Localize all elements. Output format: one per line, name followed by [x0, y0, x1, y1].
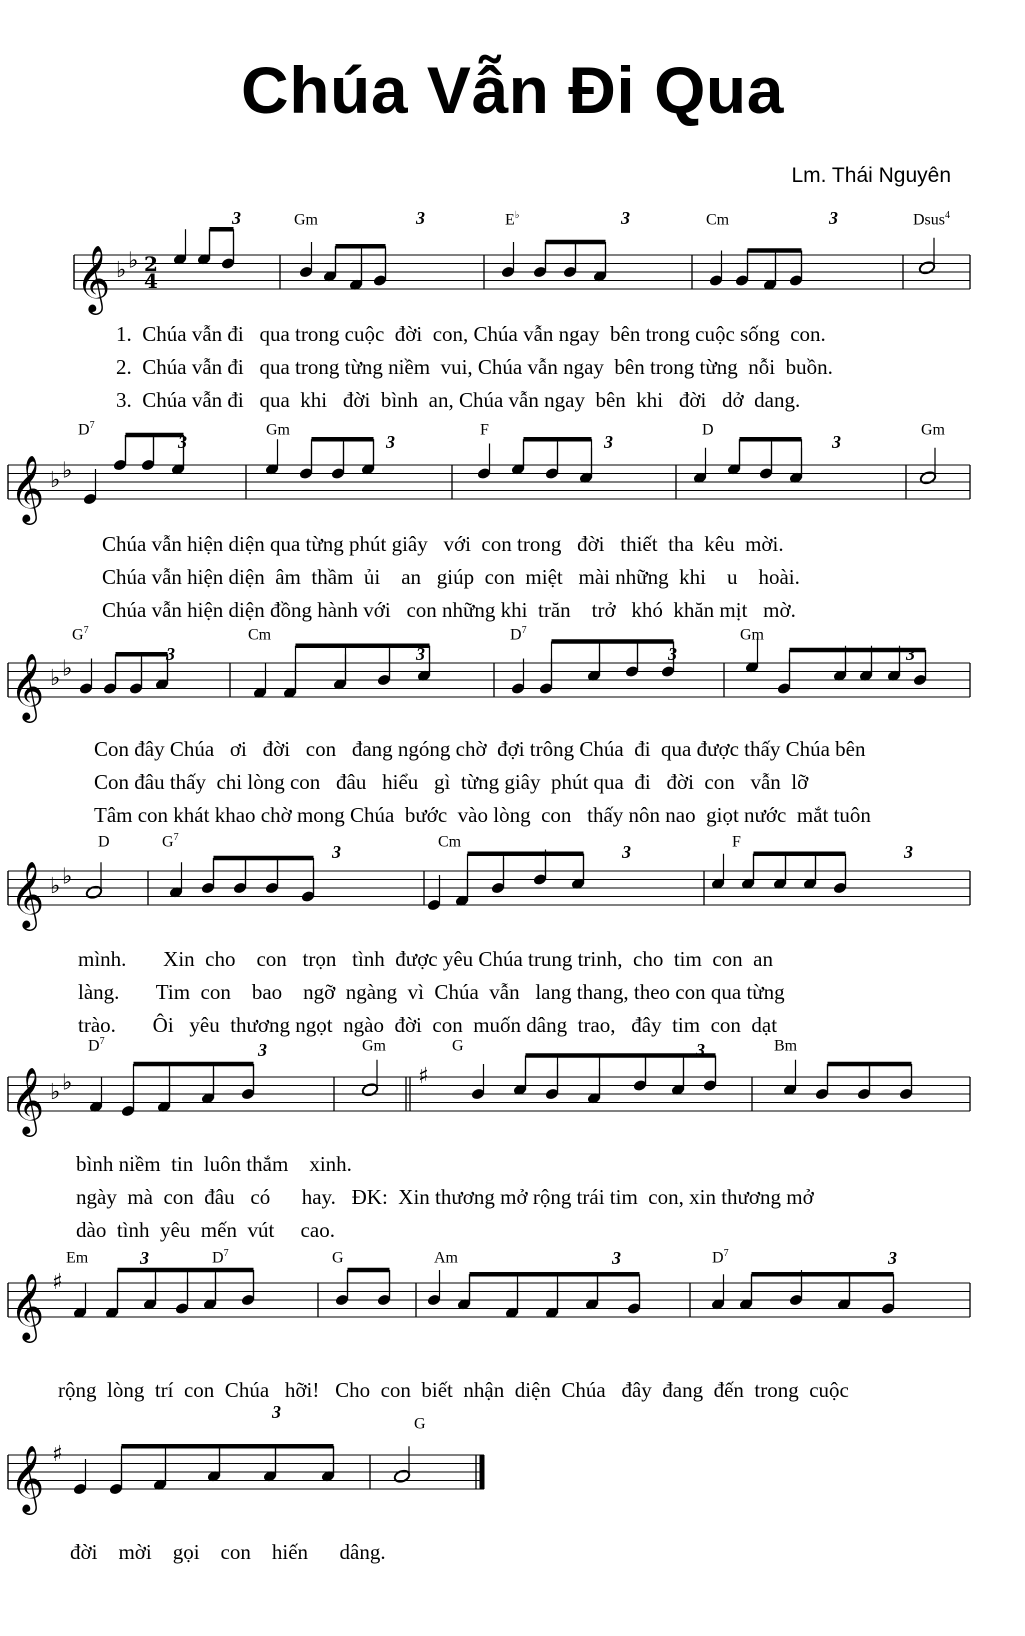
- lyric-line: 3. Chúa vẫn đi qua khi đời bình an, Chúa vẫn ngay bên khi đời dở dang.: [116, 388, 801, 412]
- chord-symbol: [913, 210, 950, 229]
- chord-name: Gm: [921, 421, 945, 439]
- chord-name: Bm: [774, 1037, 798, 1055]
- chord-extension: 7: [173, 832, 179, 843]
- lyric-line: Chúa vẫn hiện diện đồng hành với con những khi trăn trở khó khăn mịt mờ.: [102, 598, 796, 622]
- chord-extension: 7: [89, 420, 95, 431]
- triplet-mark: 3: [696, 1040, 705, 1060]
- flat-icon: ♭: [50, 1080, 61, 1105]
- chord-name: Gm: [362, 1037, 386, 1055]
- lyric-line: 2. Chúa vẫn đi qua trong từng niềm vui, Chúa vẫn ngay bên trong từng nỗi buồn.: [116, 355, 833, 379]
- chord-name: F: [732, 833, 741, 851]
- lyric-line: dào tình yêu mến vút cao.: [76, 1218, 335, 1242]
- triplet-mark: 3: [416, 644, 425, 664]
- triplet-mark: 3: [140, 1248, 149, 1268]
- chord-name: D: [510, 626, 522, 644]
- treble-clef-icon: 𝄞: [10, 1066, 45, 1134]
- chord-symbol: [414, 1414, 426, 1433]
- half-note: [361, 1082, 379, 1097]
- flat-icon: ♭: [50, 468, 61, 493]
- chord-symbol: [294, 210, 318, 229]
- triplet-mark: 3: [604, 432, 613, 452]
- half-note: [393, 1469, 411, 1484]
- triplet-mark: 3: [332, 842, 341, 862]
- triplet-mark: 3: [612, 1248, 621, 1268]
- time-signature-top: 2: [144, 252, 158, 276]
- lyric-line: mình. Xin cho con trọn tình được yêu Chúa trung trinh, cho tim con an: [78, 947, 773, 971]
- chord-name: G: [162, 833, 174, 851]
- chord-symbol: [248, 625, 271, 644]
- chord-symbol: [88, 1036, 105, 1055]
- chord-name: Gm: [266, 421, 290, 439]
- chord-name: Dsus: [913, 211, 946, 229]
- triplet-mark: 3: [904, 842, 913, 862]
- chord-symbol: [505, 210, 520, 229]
- chord-extension: 7: [223, 1248, 229, 1259]
- chord-name: G: [414, 1415, 426, 1433]
- chord-symbol: [921, 420, 945, 439]
- chord-symbol: [362, 1036, 386, 1055]
- triplet-mark: 3: [386, 432, 395, 452]
- chord-symbol: [72, 625, 89, 644]
- chord-name: Cm: [706, 211, 730, 229]
- lyric-line: Con đâu thấy chi lòng con đâu hiểu gì từng giây phút qua đi đời con vẫn lỡ: [94, 770, 809, 794]
- sharp-icon: ♯: [52, 1270, 63, 1295]
- composer-credit: Lm. Thái Nguyên: [791, 164, 951, 187]
- chord-name: G: [452, 1037, 464, 1055]
- lyric-line: bình niềm tin luôn thắm xinh.: [76, 1152, 352, 1176]
- chord-name: D: [78, 421, 90, 439]
- chord-name: D: [712, 1249, 724, 1267]
- treble-clef-icon: 𝄞: [10, 1444, 45, 1512]
- chord-extension: 7: [99, 1036, 105, 1047]
- triplet-mark: 3: [622, 842, 631, 862]
- chord-name: G: [72, 626, 84, 644]
- triplet-mark: 3: [829, 208, 838, 228]
- chord-name: D: [212, 1249, 224, 1267]
- chord-name: E: [505, 211, 515, 229]
- chord-symbol: [510, 625, 527, 644]
- chord-symbol: [732, 832, 741, 851]
- lyric-line: rộng lòng trí con Chúa hỡi! Cho con biết nhận diện Chúa đây đang đến trong cuộc: [58, 1378, 849, 1402]
- chord-name: F: [480, 421, 489, 439]
- chord-name: Gm: [740, 626, 764, 644]
- treble-clef-icon: 𝄞: [10, 454, 45, 522]
- chord-name: D: [702, 421, 714, 439]
- chord-name: Cm: [438, 833, 462, 851]
- triplet-mark: 3: [621, 208, 630, 228]
- flat-icon: ♭: [50, 666, 61, 691]
- flat-icon: ♭: [62, 458, 73, 484]
- lyric-line: 1. Chúa vẫn đi qua trong cuộc đời con, Chúa vẫn ngay bên trong cuộc sống con.: [116, 322, 826, 346]
- chord-symbol: [212, 1248, 229, 1267]
- half-note: [85, 885, 103, 900]
- time-signature-bottom: 4: [144, 269, 158, 293]
- flat-icon: ♭: [62, 656, 73, 682]
- chord-symbol: [332, 1248, 344, 1267]
- chord-name: Gm: [294, 211, 318, 229]
- lyric-line: làng. Tim con bao ngỡ ngàng vì Chúa vẫn lang thang, theo con qua từng: [78, 980, 785, 1004]
- triplet-mark: 3: [888, 1248, 897, 1268]
- triplet-mark: 3: [416, 208, 425, 228]
- chord-symbol: [78, 420, 95, 439]
- chord-symbol: [706, 210, 729, 229]
- chord-extension: 4: [945, 210, 951, 221]
- lyric-line: ngày mà con đâu có hay. ĐK: Xin thương mở rộng trái tim con, xin thương mở: [76, 1185, 814, 1209]
- chord-name: Cm: [248, 626, 272, 644]
- chord-name: G: [332, 1249, 344, 1267]
- chord-symbol: [480, 420, 489, 439]
- chord-name: D: [88, 1037, 100, 1055]
- treble-clef-icon: 𝄞: [10, 652, 45, 720]
- chord-symbol: [162, 832, 179, 851]
- chord-symbol: [702, 420, 714, 439]
- chord-symbol: [438, 832, 461, 851]
- sharp-icon: ♯: [52, 1442, 63, 1467]
- half-note: [919, 470, 937, 485]
- triplet-mark: 3: [258, 1040, 267, 1060]
- flat-icon: ♭: [62, 864, 73, 890]
- chord-symbol: [712, 1248, 729, 1267]
- triplet-mark: 3: [668, 644, 677, 664]
- lyric-line: Con đây Chúa ơi đời con đang ngóng chờ đợi trông Chúa đi qua được thấy Chúa bên: [94, 737, 866, 761]
- treble-clef-icon: 𝄞: [10, 1272, 45, 1340]
- flat-icon: ♭: [62, 1070, 73, 1096]
- chord-extension: ♭: [514, 210, 520, 221]
- triplet-mark: 3: [232, 208, 241, 228]
- chord-symbol: [434, 1248, 458, 1267]
- chord-extension: 7: [723, 1248, 729, 1259]
- chord-symbol: [740, 625, 764, 644]
- chord-symbol: [266, 420, 290, 439]
- chord-symbol: [66, 1248, 88, 1267]
- treble-clef-icon: 𝄞: [10, 860, 45, 928]
- chord-name: Em: [66, 1249, 89, 1267]
- lyric-line: đời mời gọi con hiến dâng.: [70, 1540, 386, 1564]
- lyric-line: Chúa vẫn hiện diện qua từng phút giây với con trong đời thiết tha kêu mời.: [102, 532, 784, 556]
- triplet-mark: 3: [832, 432, 841, 452]
- chord-name: D: [98, 833, 110, 851]
- chord-extension: 7: [521, 625, 527, 636]
- chord-symbol: [98, 832, 110, 851]
- chord-extension: 7: [83, 625, 89, 636]
- half-note: [918, 260, 936, 275]
- sharp-icon: ♯: [418, 1064, 429, 1089]
- triplet-mark: 3: [166, 644, 175, 664]
- lyric-line: Chúa vẫn hiện diện âm thầm ủi an giúp con miệt mài những khi u hoài.: [102, 565, 800, 589]
- lyric-line: Tâm con khát khao chờ mong Chúa bước vào lòng con thấy nôn nao giọt nước mắt tuôn: [94, 803, 871, 827]
- chord-name: Am: [434, 1249, 458, 1267]
- chord-symbol: [452, 1036, 464, 1055]
- triplet-mark: 3: [906, 644, 915, 664]
- flat-icon: ♭: [50, 874, 61, 899]
- chord-symbol: [774, 1036, 797, 1055]
- flat-icon: ♭: [116, 258, 127, 283]
- flat-icon: ♭: [128, 248, 139, 274]
- treble-clef-icon: 𝄞: [76, 244, 111, 312]
- lyric-line: trào. Ôi yêu thương ngọt ngào đời con muốn dâng trao, đây tim con dạt: [78, 1013, 778, 1037]
- triplet-mark: 3: [178, 432, 187, 452]
- triplet-mark: 3: [272, 1402, 281, 1422]
- song-title: Chúa Vẫn Đi Qua: [241, 53, 784, 127]
